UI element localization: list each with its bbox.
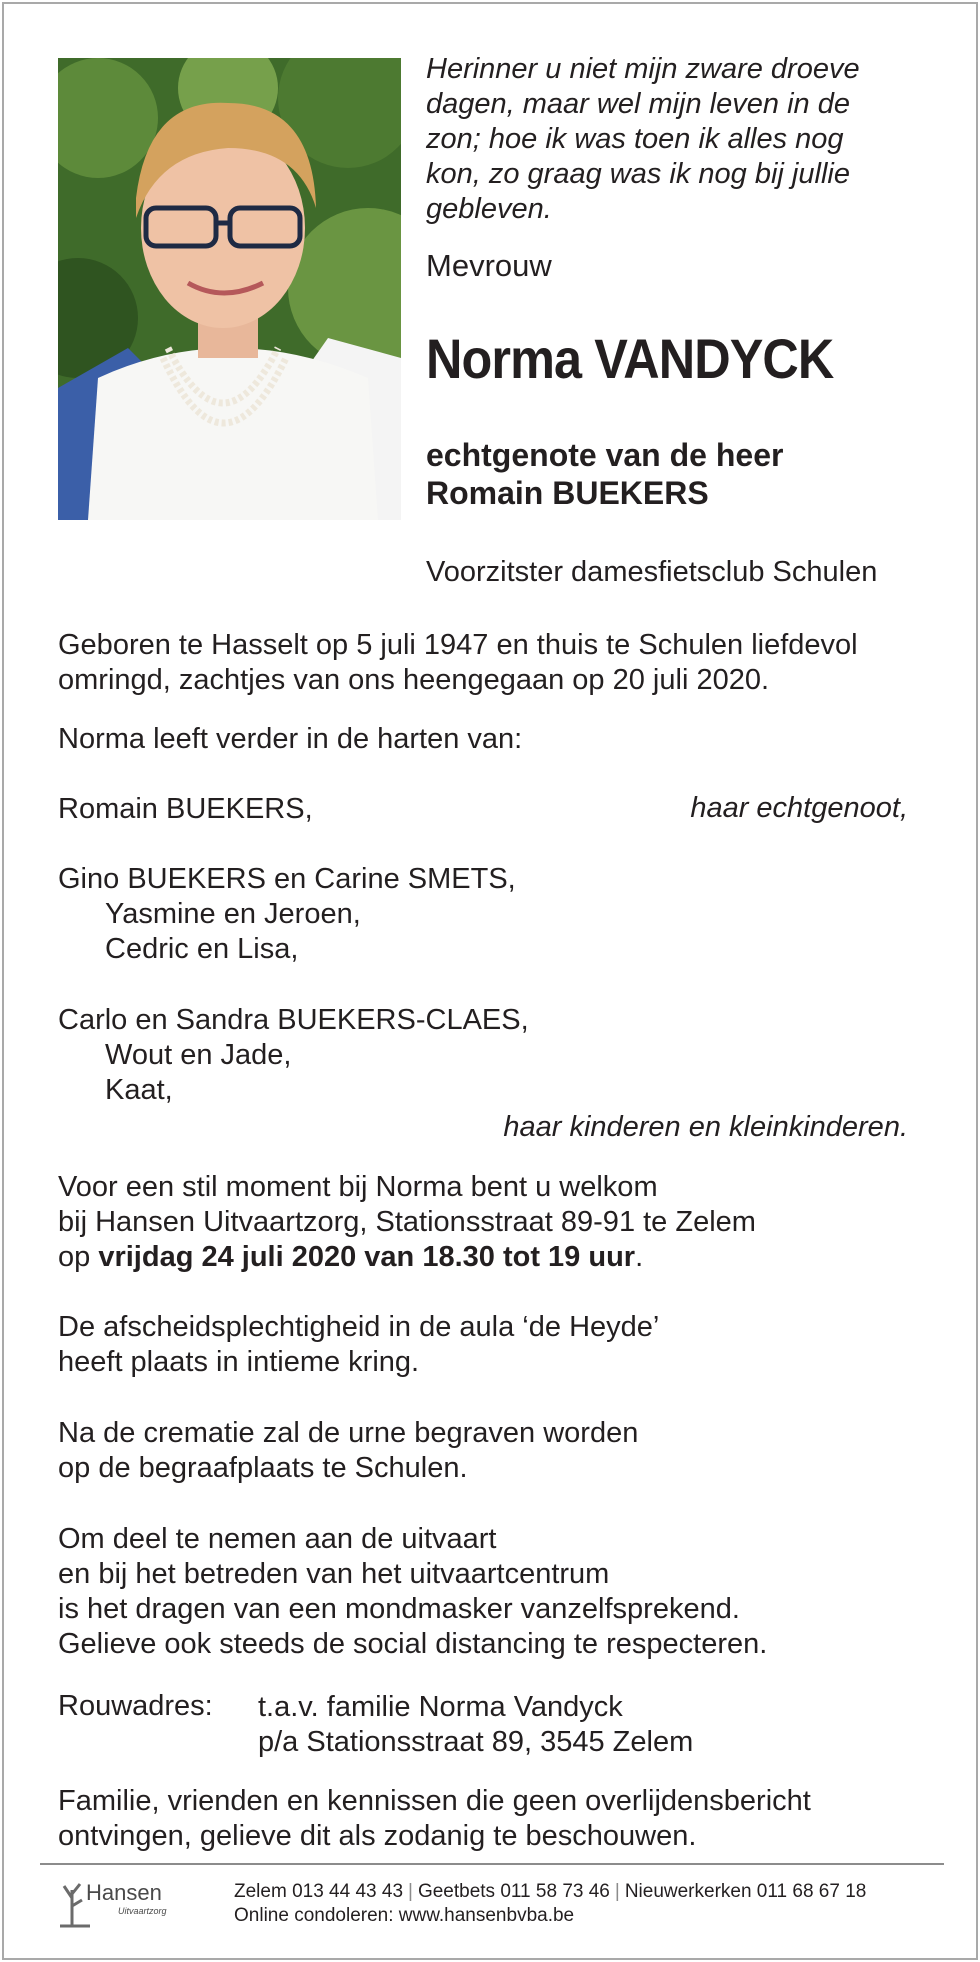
address-line: p/a Stationsstraat 89, 3545 Zelem bbox=[258, 1726, 694, 1758]
visit-line: bij Hansen Uitvaartzorg, Stationsstraat 89-91 te Zelem bbox=[58, 1206, 756, 1238]
cremation-paragraph bbox=[58, 1416, 638, 1486]
covid-paragraph bbox=[58, 1522, 767, 1662]
separator: | bbox=[614, 1881, 620, 1902]
spouse-name: Romain BUEKERS bbox=[426, 475, 709, 511]
poem-line: dagen, maar wel mijn leven in de bbox=[426, 88, 850, 120]
phone-nieuwerkerken: Nieuwerkerken 011 68 67 18 bbox=[624, 1881, 867, 1902]
separator: | bbox=[408, 1881, 413, 1902]
closing-line: Familie, vrienden en kennissen die geen overlijdensbericht bbox=[58, 1785, 811, 1817]
family-line: Yasmine en Jeroen, bbox=[105, 898, 361, 930]
phone-zelem: Zelem 013 44 43 43 bbox=[234, 1881, 404, 1902]
lives-on-text: Norma leeft verder in de harten van: bbox=[58, 723, 523, 755]
visit-suffix: . bbox=[635, 1241, 644, 1273]
birth-paragraph bbox=[58, 628, 858, 698]
family-line: Kaat, bbox=[105, 1074, 173, 1106]
ceremony-line: heeft plaats in intieme kring. bbox=[58, 1346, 420, 1378]
phone-geetbets: Geetbets 011 58 73 46 bbox=[417, 1881, 610, 1902]
poem-line: kon, zo graag was ik nog bij jullie bbox=[426, 158, 850, 190]
poem-line: gebleven. bbox=[426, 193, 552, 225]
ceremony-line: De afscheidsplechtigheid in de aula ‘de Heyde’ bbox=[58, 1311, 660, 1343]
covid-line: Gelieve ook steeds de social distancing te respecteren. bbox=[58, 1628, 768, 1660]
visit-prefix: op bbox=[58, 1241, 99, 1273]
role-text: Voorzitster damesfietsclub Schulen bbox=[426, 556, 878, 588]
visit-line: Voor een stil moment bij Norma bent u welkom bbox=[58, 1171, 658, 1203]
logo-name: Hansen bbox=[86, 1880, 162, 1905]
funeral-home-logo bbox=[60, 1878, 200, 1928]
condolences-link[interactable]: Online condoleren: www.hansenbvba.be bbox=[234, 1905, 575, 1926]
closing-paragraph bbox=[58, 1784, 811, 1854]
covid-line: en bij het betreden van het uitvaartcentrum bbox=[58, 1558, 610, 1590]
husband-name: Romain BUEKERS, bbox=[58, 793, 313, 825]
birth-line: omringd, zachtjes van ons heengegaan op 20 juli 2020. bbox=[58, 664, 770, 696]
visit-paragraph bbox=[58, 1170, 756, 1275]
deceased-name: Norma VANDYCK bbox=[426, 327, 834, 390]
family-line: Carlo en Sandra BUEKERS-CLAES, bbox=[58, 1004, 529, 1036]
spouse-relation: echtgenote van de heer bbox=[426, 437, 784, 473]
spouse-line bbox=[426, 436, 783, 512]
covid-line: is het dragen van een mondmasker vanzelfsprekend. bbox=[58, 1593, 740, 1625]
closing-line: ontvingen, gelieve dit als zodanig te beschouwen. bbox=[58, 1820, 697, 1852]
children-relation: haar kinderen en kleinkinderen. bbox=[503, 1111, 908, 1143]
cremation-line: Na de crematie zal de urne begraven worden bbox=[58, 1417, 639, 1449]
family-group-2 bbox=[58, 1003, 529, 1108]
footer-divider bbox=[40, 1863, 944, 1865]
family-line: Wout en Jade, bbox=[105, 1039, 292, 1071]
address-label: Rouwadres: bbox=[58, 1690, 213, 1722]
footer-contacts bbox=[234, 1880, 866, 1928]
family-line: Cedric en Lisa, bbox=[105, 933, 299, 965]
memorial-poem bbox=[426, 52, 926, 227]
ceremony-paragraph bbox=[58, 1310, 659, 1380]
family-group-1 bbox=[58, 862, 516, 967]
birth-line: Geboren te Hasselt op 5 juli 1947 en thuis te Schulen liefdevol bbox=[58, 629, 858, 661]
covid-line: Om deel te nemen aan de uitvaart bbox=[58, 1523, 497, 1555]
cremation-line: op de begraafplaats te Schulen. bbox=[58, 1452, 468, 1484]
footer-phones bbox=[234, 1880, 866, 1904]
family-line: Gino BUEKERS en Carine SMETS, bbox=[58, 863, 516, 895]
logo-subtitle: Uitvaartzorg bbox=[118, 1906, 167, 1916]
visit-line bbox=[58, 1240, 756, 1275]
poem-line: Herinner u niet mijn zware droeve bbox=[426, 53, 860, 85]
salutation: Mevrouw bbox=[426, 248, 552, 283]
husband-relation: haar echtgenoot, bbox=[690, 792, 908, 824]
portrait-photo bbox=[58, 58, 401, 520]
visit-datetime: vrijdag 24 juli 2020 van 18.30 tot 19 uur bbox=[98, 1241, 636, 1273]
address-lines bbox=[258, 1690, 693, 1760]
address-line: t.a.v. familie Norma Vandyck bbox=[258, 1691, 623, 1723]
poem-line: zon; hoe ik was toen ik alles nog bbox=[426, 123, 844, 155]
